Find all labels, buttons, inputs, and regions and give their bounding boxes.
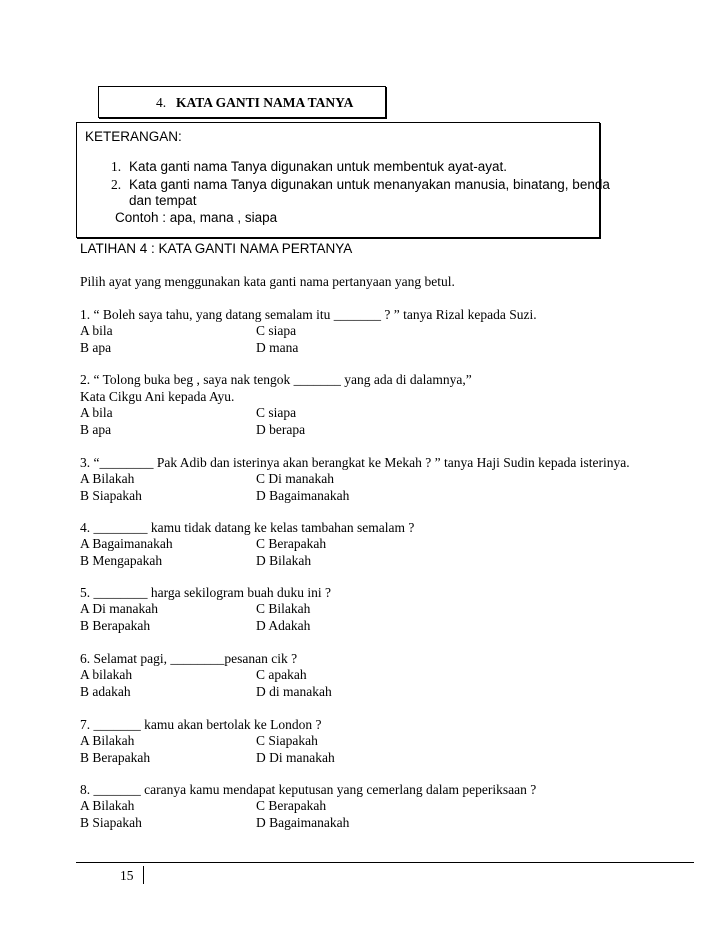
option-c: C Bilakah (256, 601, 311, 616)
contoh-text: Contoh : apa, mana , siapa (115, 210, 278, 225)
option-d: D Bagaimanakah (256, 815, 350, 830)
option-b: B Siapakah (80, 815, 142, 830)
question-text: Kata Cikgu Ani kepada Ayu. (80, 389, 235, 404)
option-b: B Siapakah (80, 488, 142, 503)
page-number-divider (143, 866, 144, 884)
option-b: B Berapakah (80, 618, 151, 633)
option-a: A bila (80, 405, 113, 420)
option-c: C siapa (256, 323, 297, 338)
option-d: D Bagaimanakah (256, 488, 350, 503)
note-text: Kata ganti nama Tanya digunakan untuk menanyakan manusia, binatang, benda (129, 177, 610, 192)
keterangan-label: KETERANGAN: (85, 129, 182, 144)
option-c: C Berapakah (256, 798, 327, 813)
option-b: B Mengapakah (80, 553, 163, 568)
question-text: 6. Selamat pagi, ________pesanan cik ? (80, 651, 298, 666)
keterangan-box (76, 122, 610, 238)
question-text: 1. “ Boleh saya tahu, yang datang semalam itu _______ ? ” tanya Rizal kepada Suzi. (80, 307, 537, 322)
question-text: 4. ________ kamu tidak datang ke kelas tambahan semalam ? (80, 520, 415, 535)
option-b: B apa (80, 422, 112, 437)
footer-divider (76, 862, 694, 863)
question-text: 5. ________ harga sekilogram buah duku ini ? (80, 585, 331, 600)
option-a: A Bilakah (80, 798, 135, 813)
question-text: 8. _______ caranya kamu mendapat keputusan yang cemerlang dalam peperiksaan ? (80, 782, 537, 797)
page-number: 15 (120, 868, 134, 883)
option-a: A bilakah (80, 667, 133, 682)
option-a: A Di manakah (80, 601, 158, 616)
section-title: KATA GANTI NAMA TANYA (176, 95, 354, 110)
exercise-instruction: Pilih ayat yang menggunakan kata ganti nama pertanyaan yang betul. (80, 274, 455, 289)
option-a: A bila (80, 323, 113, 338)
option-c: C siapa (256, 405, 297, 420)
option-d: D Di manakah (256, 750, 335, 765)
option-b: B Berapakah (80, 750, 151, 765)
note-text: Kata ganti nama Tanya digunakan untuk membentuk ayat-ayat. (129, 159, 507, 174)
note-number: 2. (111, 177, 122, 192)
option-a: A Bagaimanakah (80, 536, 173, 551)
option-d: D di manakah (256, 684, 332, 699)
note-text: dan tempat (129, 193, 197, 208)
option-c: C Siapakah (256, 733, 318, 748)
option-c: C apakah (256, 667, 307, 682)
option-b: B apa (80, 340, 112, 355)
option-c: C Berapakah (256, 536, 327, 551)
option-a: A Bilakah (80, 733, 135, 748)
option-d: D mana (256, 340, 299, 355)
question-text: 2. “ Tolong buka beg , saya nak tengok _______ yang ada di dalamnya,” (80, 372, 472, 387)
note-number: 1. (111, 159, 122, 174)
exercise-title: LATIHAN 4 : KATA GANTI NAMA PERTANYA (80, 241, 353, 256)
option-d: D Adakah (256, 618, 311, 633)
option-c: C Di manakah (256, 471, 334, 486)
option-d: D Bilakah (256, 553, 312, 568)
question-text: 7. _______ kamu akan bertolak ke London ? (80, 717, 322, 732)
option-b: B adakah (80, 684, 131, 699)
option-a: A Bilakah (80, 471, 135, 486)
option-d: D berapa (256, 422, 306, 437)
section-number: 4. (156, 95, 167, 110)
section-title-box (98, 86, 386, 118)
question-text: 3. “________ Pak Adib dan isterinya akan berangkat ke Mekah ? ” tanya Haji Sudin kepada isterinya. (80, 455, 630, 470)
